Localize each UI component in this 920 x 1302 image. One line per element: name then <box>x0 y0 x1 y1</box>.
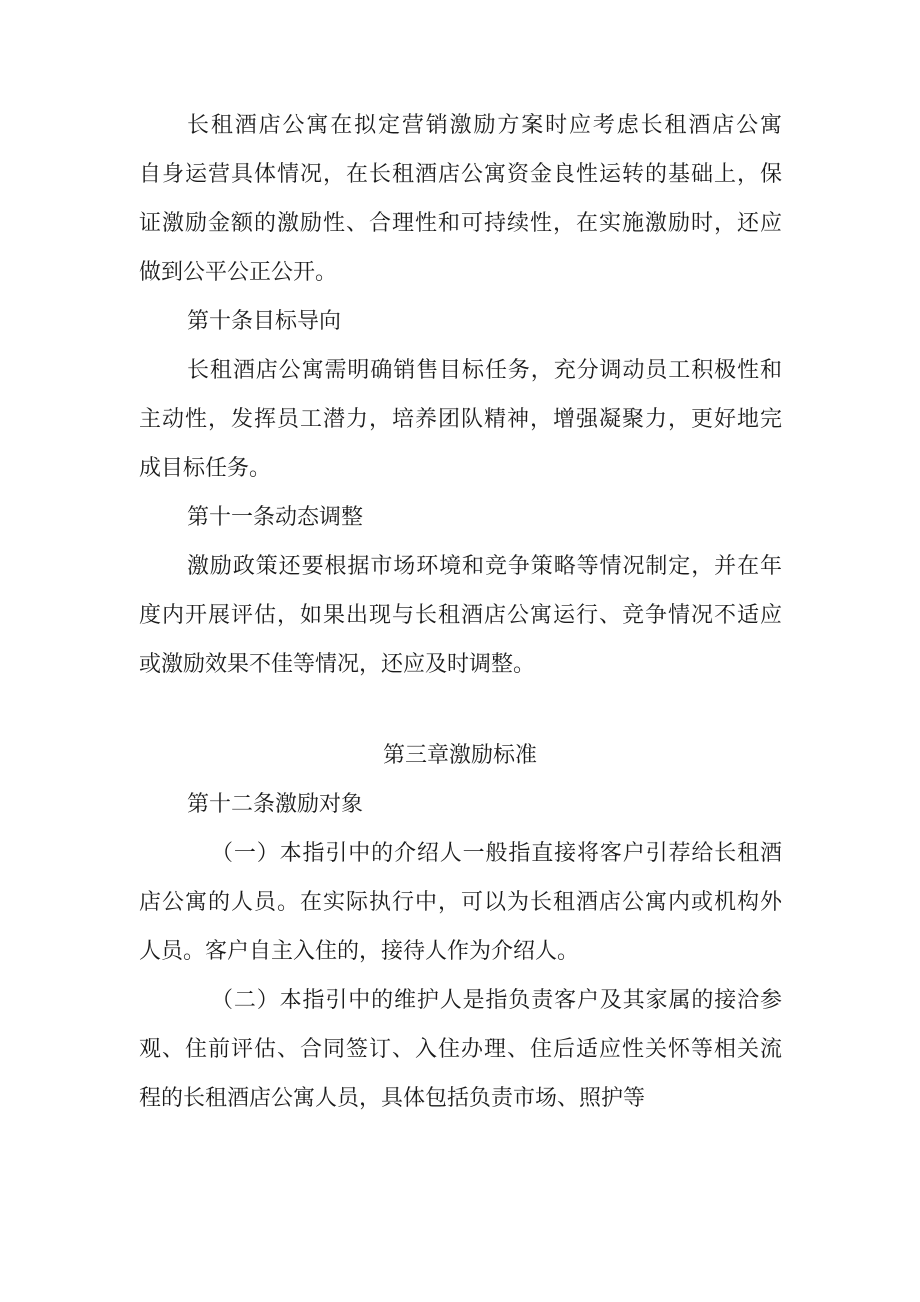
article-heading: 第十二条激励对象 <box>187 792 364 817</box>
body-text-line: 或激励效果不佳等情况，还应及时调整。 <box>139 652 536 677</box>
list-item-line: 人员。客户自主入住的，接待人作为介绍人。 <box>139 939 580 964</box>
list-item-line: 程的长租酒店公寓人员，具体包括负责市场、照护等 <box>139 1086 646 1111</box>
body-text-line: 成目标任务。 <box>139 456 272 481</box>
chapter-heading: 第三章激励标准 <box>382 743 537 768</box>
body-text-line: 度内开展评估，如果出现与长租酒店公寓运行、竞争情况不适应 <box>139 603 782 628</box>
list-item-line: 店公寓的人员。在实际执行中，可以为长租酒店公寓内或机构外 <box>139 890 782 915</box>
list-item-line: （二）本指引中的维护人是指负责客户及其家属的接洽参 <box>211 988 782 1013</box>
body-text-line: 激励政策还要根据市场环境和竞争策略等情况制定，并在年 <box>187 554 782 579</box>
body-text-line: 主动性，发挥员工潜力，培养团队精神，增强凝聚力，更好地完 <box>139 407 782 432</box>
body-text-line: 做到公平公正公开。 <box>139 260 338 285</box>
body-text-line: 长租酒店公寓在拟定营销激励方案时应考虑长租酒店公寓 <box>187 113 782 138</box>
article-heading: 第十条目标导向 <box>187 309 342 334</box>
list-item-line: （一）本指引中的介绍人一般指直接将客户引荐给长租酒 <box>211 841 782 866</box>
list-item-line: 观、住前评估、合同签订、入住办理、住后适应性关怀等相关流 <box>139 1037 782 1062</box>
body-text-line: 长租酒店公寓需明确销售目标任务，充分调动员工积极性和 <box>187 358 782 383</box>
body-text-line: 证激励金额的激励性、合理性和可持续性，在实施激励时，还应 <box>139 211 782 236</box>
body-text-line: 自身运营具体情况，在长租酒店公寓资金良性运转的基础上，保 <box>139 162 782 187</box>
article-heading: 第十一条动态调整 <box>187 505 364 530</box>
